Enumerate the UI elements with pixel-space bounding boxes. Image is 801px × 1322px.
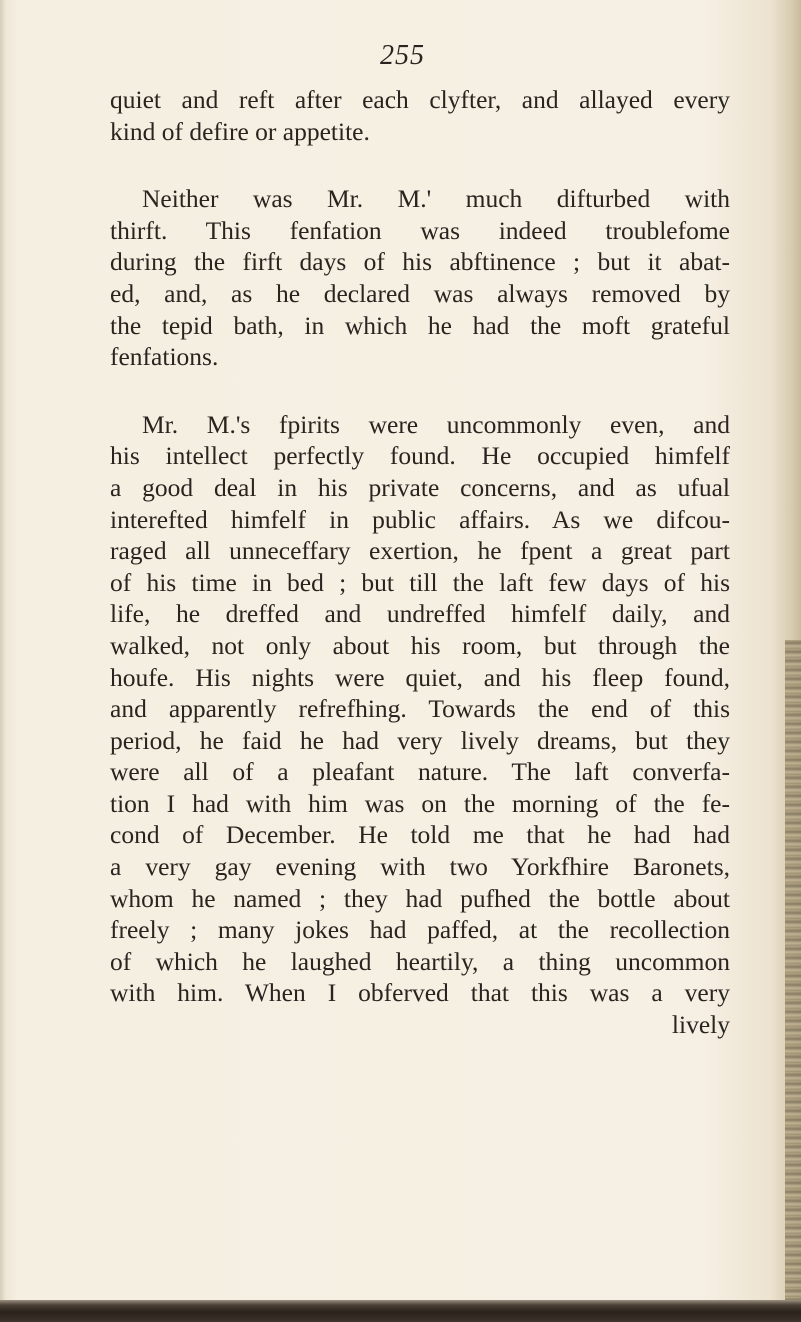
paragraph-gap bbox=[110, 147, 730, 183]
text-line: during the firft days of his abftinence ; but it abat- bbox=[110, 247, 730, 277]
text-line: of which he laughed heartily, a thing uncommon bbox=[110, 946, 730, 976]
page-right-edge-shadow bbox=[785, 640, 801, 1322]
body-text bbox=[110, 84, 730, 1041]
text-line: were all of a pleafant nature. The laft converfa- bbox=[110, 757, 730, 787]
text-line: cond of December. He told me that he had had bbox=[110, 820, 730, 850]
text-line: whom he named ; they had pufhed the bottle about bbox=[110, 883, 730, 913]
text-line: freely ; many jokes had paffed, at the recollection bbox=[110, 915, 730, 945]
text-line: life, he dreffed and undreffed himfelf daily, and bbox=[110, 599, 730, 629]
text-line: tion I had with him was on the morning of the fe- bbox=[110, 788, 730, 818]
text-line: and apparently refrefhing. Towards the end of this bbox=[110, 694, 730, 724]
text-line: with him. When I obferved that this was a very bbox=[110, 978, 730, 1008]
catchword: lively bbox=[671, 1010, 730, 1040]
text-line: interefted himfelf in public affairs. As we difcou- bbox=[110, 504, 730, 534]
text-line: a very gay evening with two Yorkfhire Baronets, bbox=[110, 852, 730, 882]
text-line: houfe. His nights were quiet, and his fleep found, bbox=[110, 662, 730, 692]
text-line: his intellect perfectly found. He occupied himfelf bbox=[110, 441, 730, 471]
page-number: 255 bbox=[380, 40, 425, 71]
page-left-edge bbox=[0, 0, 6, 1322]
text-line: a good deal in his private concerns, and as ufual bbox=[110, 472, 730, 502]
text-line: Neither was Mr. M.' much difturbed with bbox=[142, 184, 730, 214]
text-line: the tepid bath, in which he had the moft grateful bbox=[110, 310, 730, 340]
paragraph-gap bbox=[110, 373, 730, 409]
text-line: thirft. This fenfation was indeed troublefome bbox=[110, 215, 730, 245]
text-line: raged all unneceffary exertion, he fpent a great part bbox=[110, 536, 730, 566]
text-line: ed, and, as he declared was always removed by bbox=[110, 278, 730, 308]
text-line: period, he faid he had very lively dreams, but they bbox=[110, 725, 730, 755]
scan-bottom-edge bbox=[0, 1300, 801, 1322]
text-line: walked, not only about his room, but through the bbox=[110, 630, 730, 660]
text-line: quiet and reft after each clyfter, and allayed every bbox=[110, 85, 730, 114]
text-line: Mr. M.'s fpirits were uncommonly even, and bbox=[142, 409, 730, 439]
text-line: of his time in bed ; but till the laft few days of his bbox=[110, 567, 730, 597]
text-line: fenfations. bbox=[110, 342, 219, 372]
text-line: kind of defire or appetite. bbox=[110, 116, 370, 146]
